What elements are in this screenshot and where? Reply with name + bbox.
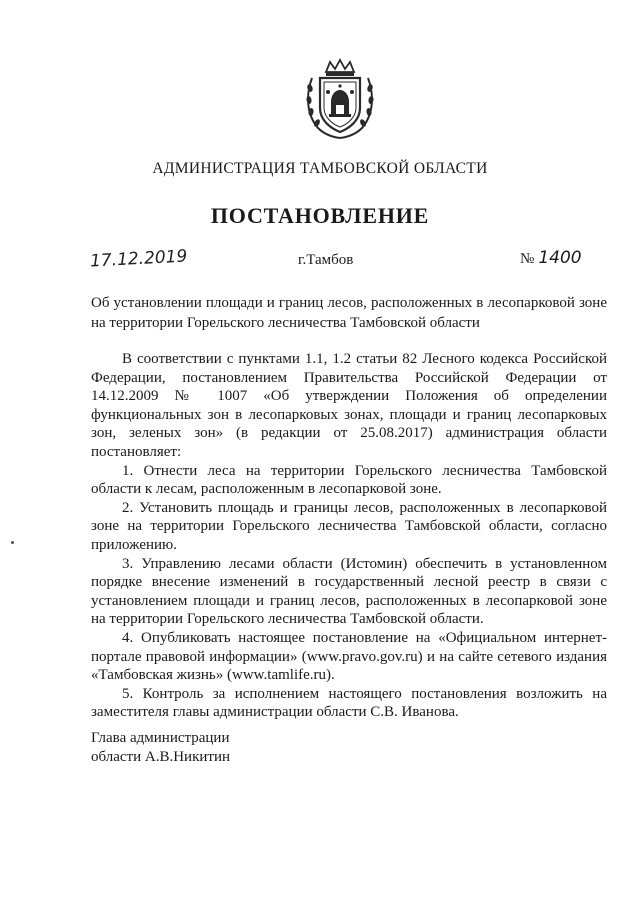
document-type: ПОСТАНОВЛЕНИЕ <box>210 203 430 228</box>
coat-of-arms-icon <box>302 58 378 140</box>
signature-block <box>91 729 230 766</box>
document-subject: Об установлении площади и границ лесов, расположенных в лесопарковой зоне на территории Горельского лесничества Тамбовской области <box>91 295 607 331</box>
document-date: 17.12.2019 <box>89 246 188 272</box>
document-number <box>520 248 582 268</box>
clause-5-paragraph: 5. Контроль за исполнением настоящего постановления возложить на заместителя главы администрации области С.В. Иванова. <box>91 685 607 721</box>
number-value: 1400 <box>538 248 582 268</box>
organization-name: АДМИНИСТРАЦИЯ ТАМБОВСКОЙ ОБЛАСТИ <box>152 160 488 177</box>
scan-mark <box>11 541 14 544</box>
clause-3-paragraph: 3. Управлению лесами области (Истомин) обеспечить в установленном порядке внесение изменений в государственный лесной реестр в связи с установлением площади и границ лесов, расположенных в лесопарковой зоне на территории Горельского лесничества Тамбовской области. <box>91 555 607 628</box>
number-label: № <box>520 251 535 267</box>
document-city: г.Тамбов <box>298 252 354 268</box>
clause-1-paragraph: 1. Отнести леса на территории Горельского лесничества Тамбовской области к лесам, расположенным в лесопарковой зоне. <box>91 462 607 498</box>
document-body <box>91 350 607 722</box>
signature-name: области А.В.Никитин <box>91 748 231 765</box>
clause-4-paragraph: 4. Опубликовать настоящее постановление на «Официальном интернет-портале правовой информации» (www.pravo.gov.ru) и на сайте сетевого издания «Тамбовская жизнь» (www.tamlife.ru). <box>91 629 607 684</box>
preamble-paragraph: В соответствии с пунктами 1.1, 1.2 статьи 82 Лесного кодекса Российской Федерации, постановлением Правительства Российской Федерации от 14.12.2009 № 1007 «Об утверждении Положения об определении функциональных зон в лесопарковых зонах, площади и границ лесопарковых зон, зеленых зон» (в редакции от 25.08.2017) администрация области постановляет: <box>91 351 607 460</box>
clause-2-paragraph: 2. Установить площадь и границы лесов, расположенных в лесопарковой зоне на территории Горельского лесничества Тамбовской области, согласно приложению. <box>91 499 607 553</box>
signature-title: Глава администрации <box>91 730 230 746</box>
